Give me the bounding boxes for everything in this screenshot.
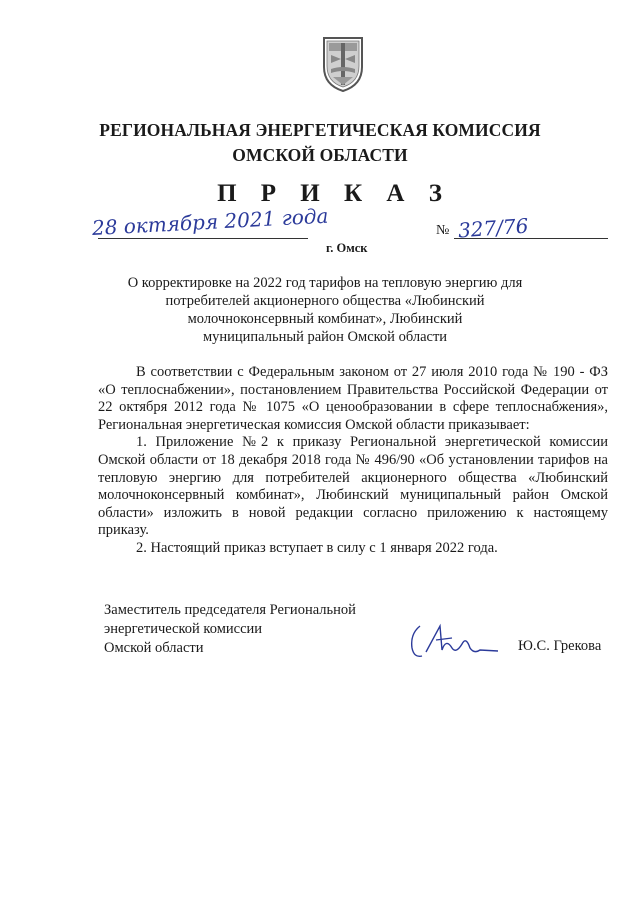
subject-line: О корректировке на 2022 год тарифов на тепловую энергию для — [127, 275, 523, 291]
order-item-1: 1. Приложение №2 к приказу Региональной энергетической комиссии Омской области от 18 декабря 2018 года № 496/90 «Об установлении тарифов на тепловую энергию для потребителей акционерного общества «Любинский молочноконсервный комбинат», Любинский муниципальный район Омской области» изложить в новой редакции согласно приложению к настоящему приказу. — [98, 434, 608, 539]
subject-line: молочноконсервный комбинат», Любинский — [187, 311, 463, 327]
order-subject — [120, 274, 530, 346]
subject-line: потребителей акционерного общества «Любинский — [165, 293, 485, 309]
handwritten-signature-icon — [406, 618, 506, 666]
order-body — [98, 364, 608, 558]
number-underline — [454, 238, 608, 239]
position-line: Заместитель председателя Региональной — [104, 602, 356, 618]
preamble-paragraph: В соответствии с Федеральным законом от 27 июля 2010 года № 190 - ФЗ «О теплоснабжении», постановлением Правительства Российской Федерации от 22 октября 2012 года № 1075 «О ценообразовании в сфере теплоснабжения», Региональная энергетическая комиссия Омской области приказывает: — [98, 364, 608, 433]
handwritten-date: 28 октября 2021 года — [91, 203, 329, 240]
organization-name-line2: ОМСКОЙ ОБЛАСТИ — [232, 145, 408, 165]
city-label: г. Омск — [326, 241, 368, 255]
coat-of-arms-icon — [321, 35, 365, 93]
signer-name: Ю.С. Грекова — [518, 638, 602, 654]
subject-line: муниципальный район Омской области — [202, 329, 448, 345]
organization-name-line1: РЕГИОНАЛЬНАЯ ЭНЕРГЕТИЧЕСКАЯ КОМИССИЯ — [99, 120, 541, 140]
position-line: энергетической комиссии — [104, 621, 263, 637]
position-line: Омской области — [104, 640, 204, 656]
date-underline — [98, 238, 308, 239]
number-label: № — [436, 223, 450, 238]
order-item-2: 2. Настоящий приказ вступает в силу с 1 января 2022 года. — [136, 539, 498, 556]
document-type-title: П Р И К А З — [217, 180, 451, 207]
handwritten-order-number: 327/76 — [457, 213, 530, 243]
signatory-position — [104, 601, 356, 658]
